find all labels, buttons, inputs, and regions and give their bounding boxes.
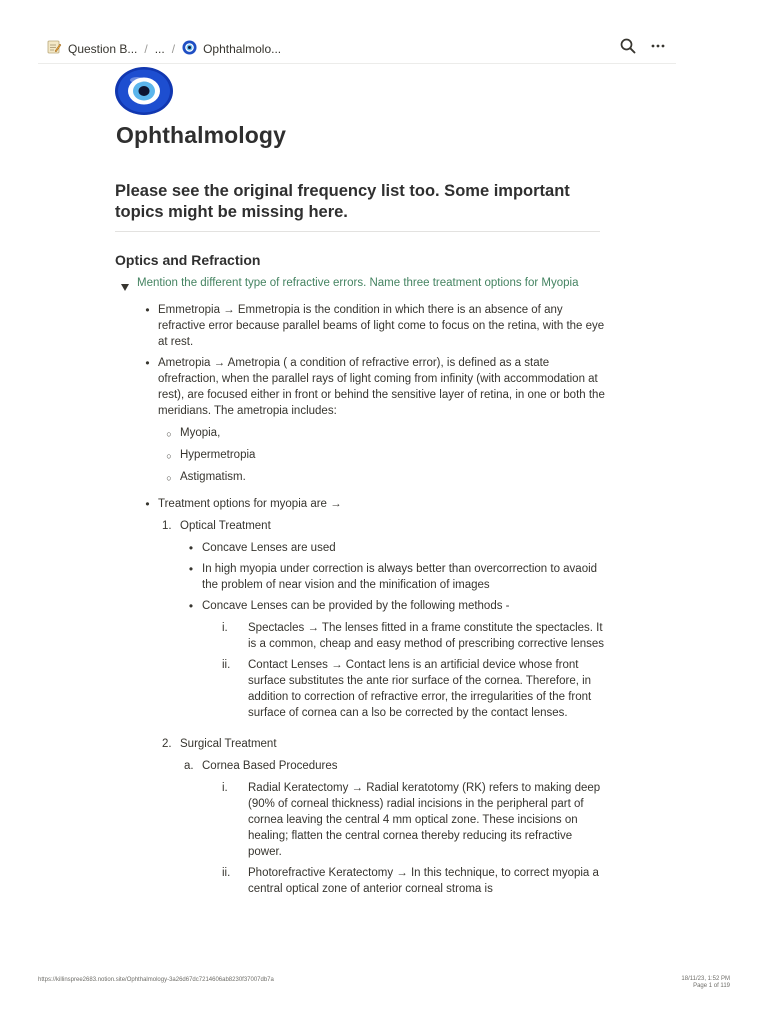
divider (115, 231, 600, 232)
list-item (202, 657, 605, 721)
breadcrumb-separator: / (171, 41, 176, 56)
list-item (202, 780, 605, 860)
list-item-text: Hypermetropia (180, 449, 256, 461)
more-icon[interactable] (650, 38, 666, 59)
list-item (180, 598, 605, 726)
list-item-text: Concave Lenses are used (202, 542, 336, 554)
answer-list (137, 302, 605, 912)
list-item-text: Radial Keratectomy → Radial keratotomy (RK) refers to making deep (90% of corneal thickness) radial incisions in the peripheral part of cornea leaving the central 4 mm optical zone. These incisions on healing; flatten the central cornea thereby reducing its refractive power. (248, 782, 601, 858)
triangle-down-icon[interactable] (115, 275, 137, 296)
list-item (158, 425, 605, 442)
bullet-icon: • (188, 541, 194, 555)
list-item (180, 758, 605, 902)
footer-page-number: Page 1 of 119 (693, 983, 730, 989)
breadcrumb-label: ... (154, 41, 165, 56)
breadcrumb-item-question-bank[interactable] (46, 39, 137, 58)
list-item (158, 736, 605, 907)
list-item (202, 620, 605, 652)
list-item (158, 447, 605, 464)
treatment-list (158, 518, 605, 907)
list-item-text: Contact Lenses → Contact lens is an artificial device whose front surface substitutes the ante rior surface of the cornea. Therefore, in addition to correction of refractive error, the irregularities of the front surface of cornea can a lso be corrected by the contact lenses. (248, 659, 592, 719)
list-item-text: Emmetropia → Emmetropia is the condition in which there is an absence of any refractive error because parallel beams of light come to focus on the retina, with the eye at rest. (158, 304, 605, 348)
search-icon[interactable] (620, 38, 636, 59)
list-roman-numeral: i. (222, 622, 228, 634)
evil-eye-icon[interactable] (114, 66, 174, 116)
list-item (137, 496, 605, 912)
memo-pencil-icon (46, 39, 62, 58)
list-item (137, 355, 605, 491)
footer-url: https://killinspree2683.notion.site/Ophthalmology-3a26d67dc7214606ab8230f37007db7a (38, 977, 274, 983)
callout-text: Please see the original frequency list too. Some important topics might be missing here. (115, 182, 570, 221)
list-item-text: Surgical Treatment (180, 738, 277, 750)
evil-eye-icon (182, 40, 197, 58)
list-item-text: Myopia, (180, 427, 221, 439)
top-bar (38, 34, 676, 64)
list-item-text: Spectacles → The lenses fitted in a frame constitute the spectacles. It is a common, cheap and easy method of prescribing corrective lenses (248, 622, 605, 650)
list-item (202, 865, 605, 897)
list-roman-numeral: ii. (222, 867, 231, 879)
page-title: Ophthalmology (116, 122, 286, 148)
list-item-text: Ametropia → Ametropia ( a condition of refractive error), is defined as a state ofrefraction, when the parallel rays of light coming from infinity (with accommodation at rest), are focused either in front or behind the sensitive layer of retina, in one or both the meridians. The ametropia includes: (158, 357, 605, 417)
section-heading: Optics and Refraction (115, 252, 261, 268)
list-item-text: Astigmatism. (180, 471, 246, 483)
breadcrumb-label: Question B... (68, 41, 138, 56)
list-item-text: Treatment options for myopia are → (158, 498, 342, 510)
list-item (180, 561, 605, 593)
bullet-icon: • (188, 562, 194, 576)
optical-points-list (180, 540, 605, 726)
list-item (158, 469, 605, 486)
breadcrumb (38, 39, 281, 58)
list-letter: a. (184, 760, 194, 772)
hollow-bullet-icon: ○ (166, 451, 172, 461)
list-item-text: Photorefractive Keratectomy → In this technique, to correct myopia a central optical zone of anterior corneal stroma is (248, 867, 599, 895)
list-item-text: Optical Treatment (180, 520, 271, 532)
list-item (158, 518, 605, 731)
list-item-text: Cornea Based Procedures (202, 760, 338, 772)
bullet-icon: • (188, 599, 194, 613)
list-item-text: Concave Lenses can be provided by the following methods - (202, 600, 510, 612)
breadcrumb-separator: / (144, 41, 148, 56)
toggle-header[interactable] (115, 275, 605, 296)
breadcrumb-item-ellipsis[interactable] (155, 42, 165, 56)
breadcrumb-item-ophthalmology[interactable] (182, 40, 281, 58)
list-number: 2. (162, 738, 172, 750)
toggle-block (115, 275, 605, 917)
hollow-bullet-icon: ○ (166, 473, 172, 483)
list-number: 1. (162, 520, 172, 532)
list-roman-numeral: ii. (222, 659, 231, 671)
list-roman-numeral: i. (222, 782, 228, 794)
breadcrumb-label: Ophthalmolo... (203, 41, 282, 56)
surgical-list (180, 758, 605, 902)
footer-datetime: 18/11/23, 1:52 PM (681, 976, 730, 982)
lens-methods-list (202, 620, 605, 721)
bullet-icon: • (145, 497, 150, 511)
hollow-bullet-icon: ○ (166, 429, 172, 439)
ametropia-types-list (158, 425, 605, 486)
bullet-icon: • (145, 356, 150, 370)
bullet-icon: • (145, 303, 150, 317)
list-item-text: In high myopia under correction is always better than overcorrection to avaoid the problem of near vision and the minification of images (202, 563, 598, 591)
list-item (180, 540, 605, 556)
list-item (137, 302, 605, 350)
toggle-label: Mention the different type of refractive errors. Name three treatment options for Myopia (137, 277, 579, 289)
procedures-list (202, 780, 605, 897)
